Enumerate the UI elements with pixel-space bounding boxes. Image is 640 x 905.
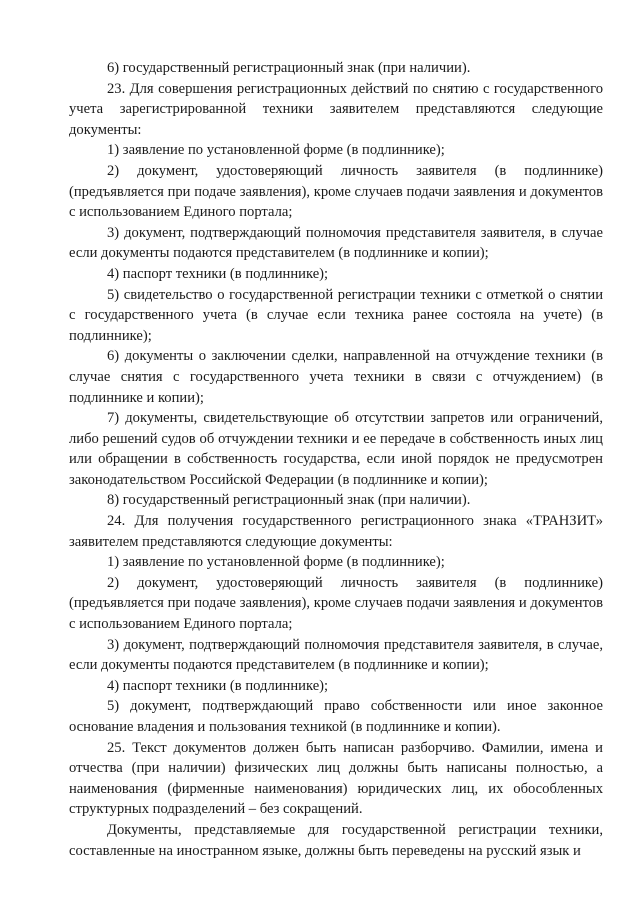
paragraph-24-intro: 24. Для получения государственного регистрационного знака «ТРАНЗИТ» заявителем представляются следующие документы: xyxy=(69,513,603,550)
paragraph-24-item-2: 2) документ, удостоверяющий личность заявителя (в подлиннике) (предъявляется при подаче заявления), кроме случаев подачи заявления и документов с использованием Единого портала; xyxy=(69,574,603,633)
paragraph-24-item-5: 5) документ, подтверждающий право собственности или иное законное основание владения и пользования техникой (в подлиннике и копии). xyxy=(69,698,603,735)
paragraph-23-item-3: 3) документ, подтверждающий полномочия представителя заявителя, в случае если документы подаются представителем (в подлиннике и копии); xyxy=(69,224,603,262)
paragraph-23-item-4: 4) паспорт техники (в подлиннике); xyxy=(107,265,329,282)
paragraph-23-item-1: 1) заявление по установленной форме (в подлиннике); xyxy=(107,142,445,159)
paragraph-24-item-3: 3) документ, подтверждающий полномочия представителя заявителя, в случае, если документы подаются представителем (в подлиннике и копии); xyxy=(69,636,603,674)
paragraph-23-intro: 23. Для совершения регистрационных действий по снятию с государственного учета зарегистрированной техники заявителем представляются следующие документы: xyxy=(69,80,603,138)
document-page xyxy=(69,58,603,861)
paragraph-24-item-1: 1) заявление по установленной форме (в подлиннике); xyxy=(107,554,445,571)
paragraph-23-item-6: 6) документы о заключении сделки, направленной на отчуждение техники (в случае снятия с государственного учета техники в связи с отчуждением) (в подлиннике и копии); xyxy=(69,348,603,406)
paragraph-item-6-reg-plate: 6) государственный регистрационный знак (при наличии). xyxy=(107,60,471,76)
paragraph-25-continued: Документы, представляемые для государственной регистрации техники, составленные на иностранном языке, должны быть переведены на русский язык и xyxy=(69,821,603,859)
paragraph-23-item-2: 2) документ, удостоверяющий личность заявителя (в подлиннике) (предъявляется при подаче заявления), кроме случаев подачи заявления и документов с использованием Единого портала; xyxy=(69,162,603,221)
paragraph-23-item-8: 8) государственный регистрационный знак (при наличии). xyxy=(107,492,471,509)
paragraph-23-item-5: 5) свидетельство о государственной регистрации техники с отметкой о снятии с государственного учета (в случае если техника ранее состояла на учете) (в подлиннике); xyxy=(69,286,603,344)
paragraph-25: 25. Текст документов должен быть написан разборчиво. Фамилии, имена и отчества (при наличии) физических лиц должны быть написаны полностью, а наименования (фирменные наименования) юридических лиц, их обособленных структурных подразделений – без сокращений. xyxy=(69,739,603,818)
paragraph-23-item-7: 7) документы, свидетельствующие об отсутствии запретов или ограничений, либо решений судов об отчуждении техники и ее передаче в собственность иных лиц или обращении в собственность государства, если иной порядок не предусмотрен законодательством Российской Федерации (в подлиннике и копии); xyxy=(69,410,603,488)
paragraph-24-item-4: 4) паспорт техники (в подлиннике); xyxy=(107,677,329,694)
